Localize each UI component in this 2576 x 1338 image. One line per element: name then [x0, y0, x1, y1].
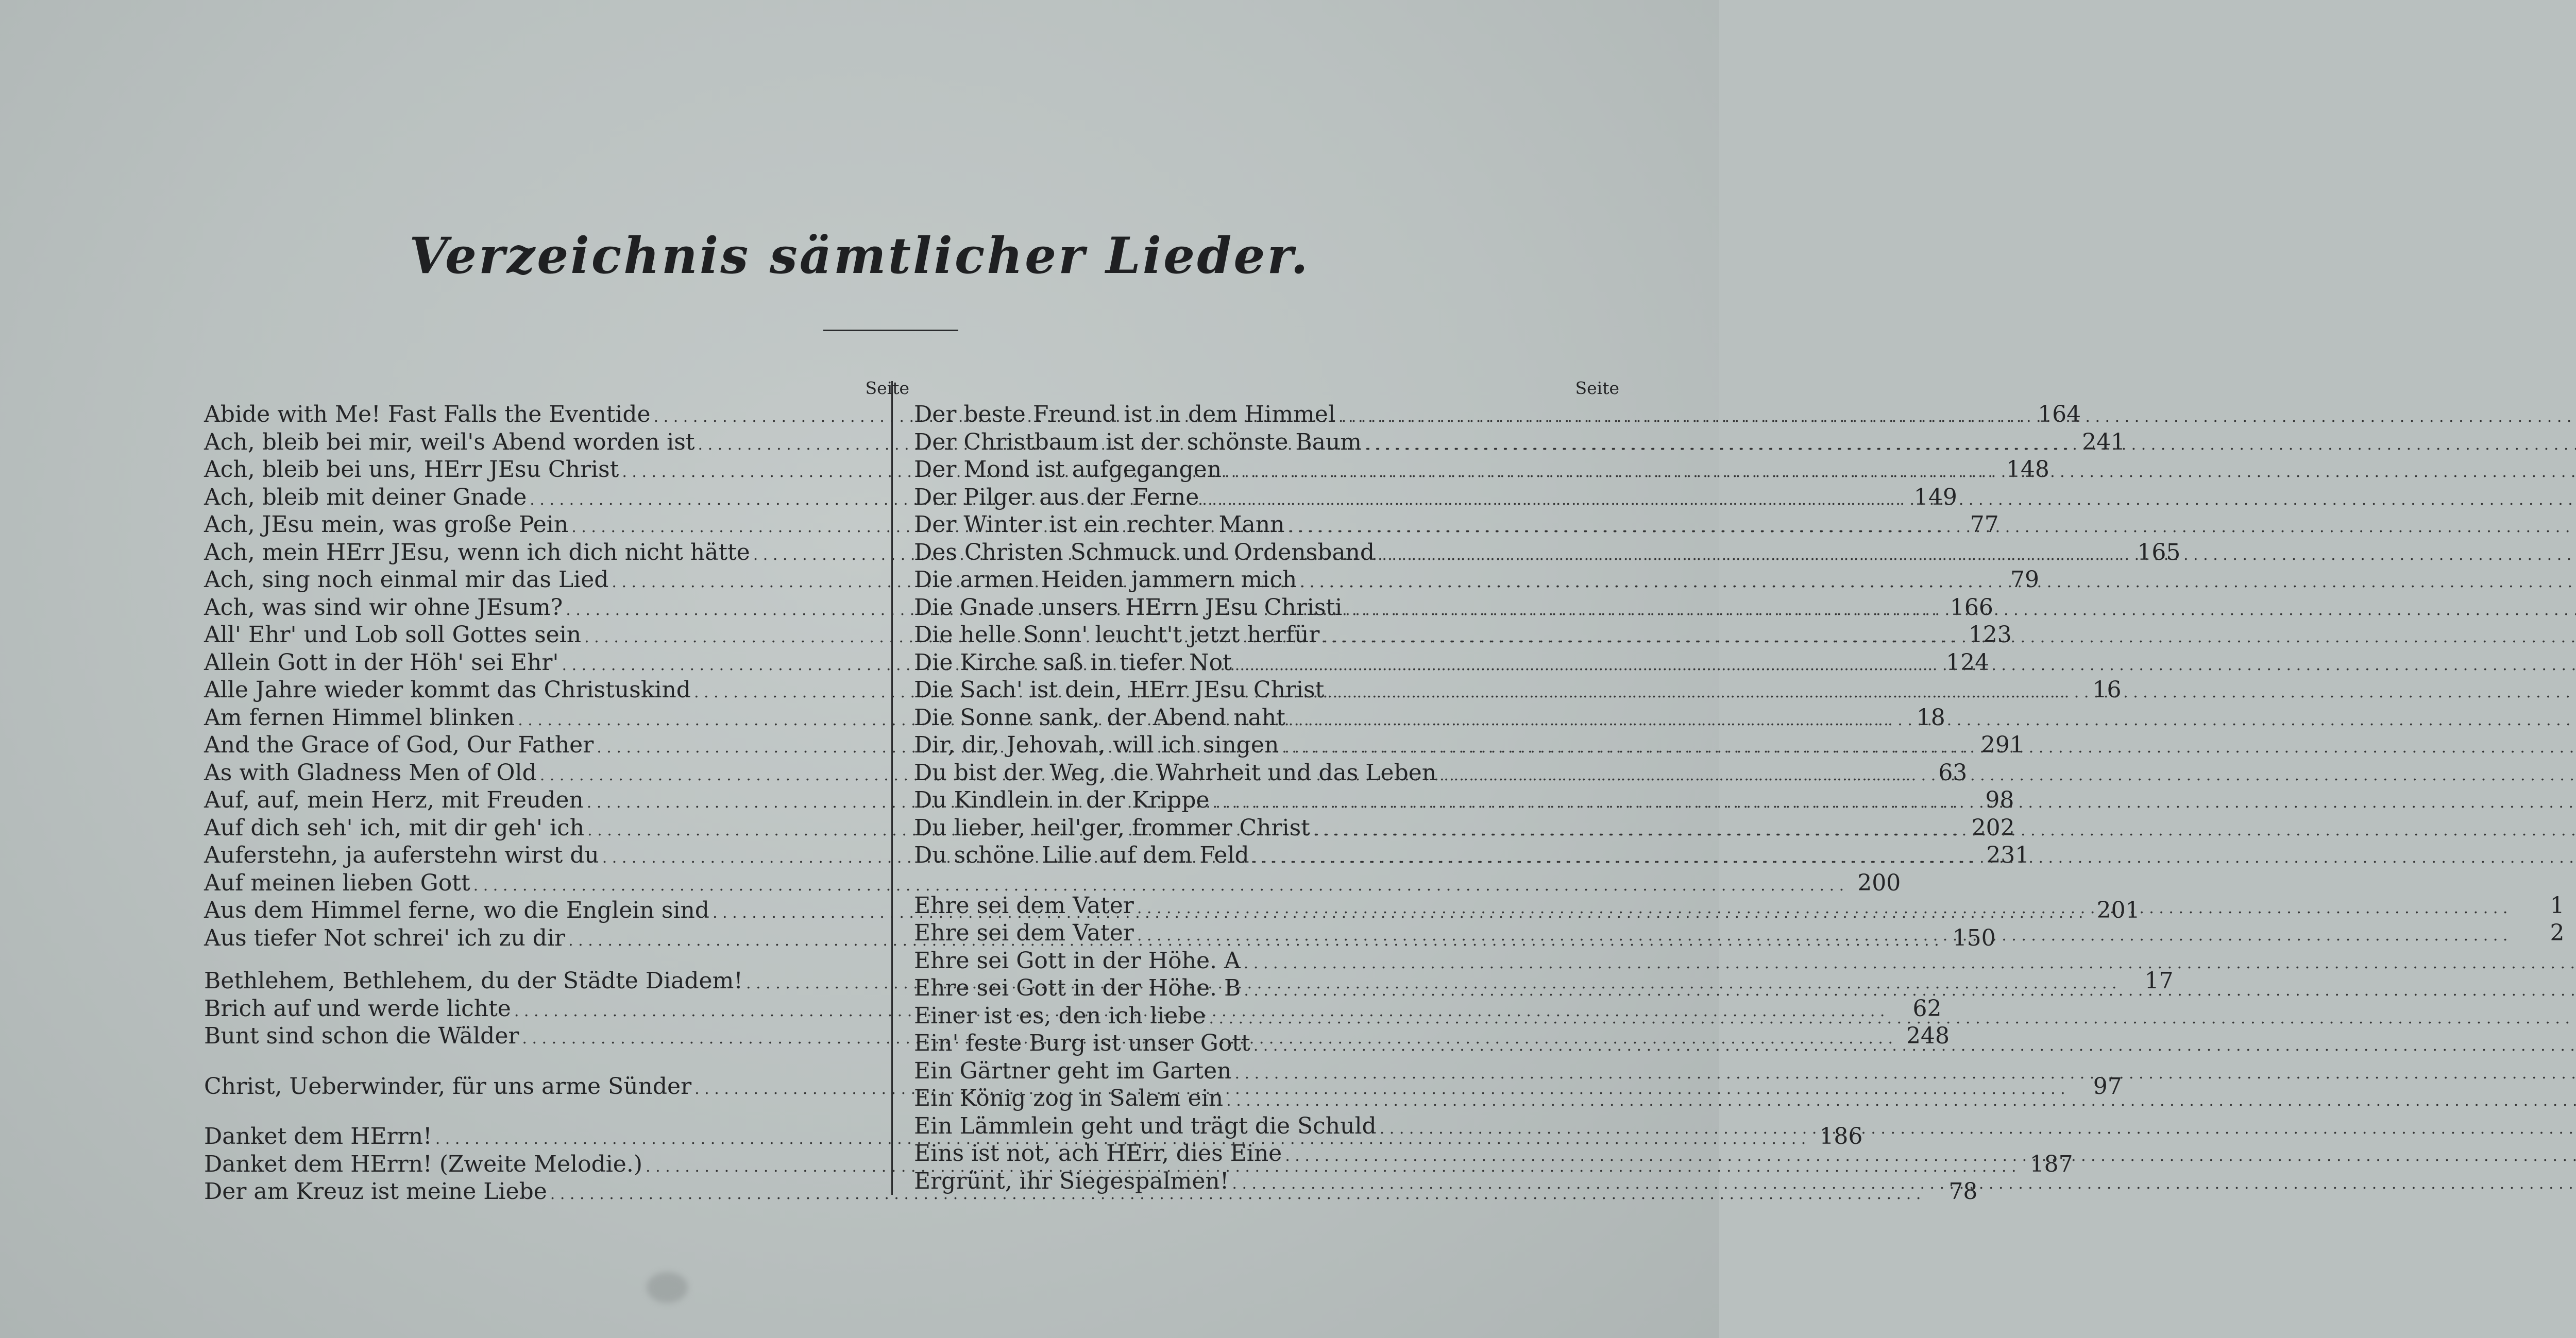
dot-leader — [1345, 594, 2576, 622]
song-title: Des Christen Schmuck und Ordensband — [914, 539, 1375, 565]
dot-leader — [1232, 1168, 2576, 1195]
index-entry — [914, 484, 1622, 511]
page-number: 77 — [1970, 511, 1999, 538]
song-title: Einer ist es, den ich liebe — [914, 1002, 1206, 1029]
song-title: Bethlehem, Bethlehem, du der Städte Diadem! — [204, 968, 743, 994]
dot-leader — [1252, 842, 2576, 869]
song-title: Der Winter ist ein rechter Mann — [914, 511, 1285, 538]
song-title: Die armen Heiden jammern mich — [914, 567, 1297, 593]
song-title: Ein König zog in Salem ein — [914, 1085, 1224, 1111]
page-number: 248 — [1906, 1023, 1950, 1049]
song-title: Allein Gott in der Höh' sei Ehr' — [204, 649, 559, 676]
page-number: 124 — [1946, 649, 1990, 676]
index-entry — [914, 1057, 1622, 1085]
dot-leader — [1378, 539, 2576, 567]
index-entry — [914, 974, 1622, 1002]
song-title: Ein Gärtner geht im Garten — [914, 1057, 1232, 1084]
song-title: Auf meinen lieben Gott — [204, 869, 470, 896]
page-number: 231 — [1986, 842, 2030, 868]
song-title: Ehre sei dem Vater — [914, 892, 1134, 919]
dot-leader — [1282, 731, 2576, 759]
index-entry — [914, 704, 1622, 732]
index-entry — [914, 1030, 1622, 1057]
page-number: 78 — [1948, 1178, 1978, 1205]
song-title: Ach, sing noch einmal mir das Lied — [204, 567, 609, 593]
index-entry — [914, 1112, 1622, 1140]
song-title: Die Gnade unsers HErrn JEsu Christi — [914, 594, 1343, 621]
song-title: Ach, bleib bei uns, HErr JEsu Christ — [204, 456, 619, 483]
index-entry — [914, 456, 1622, 484]
dot-leader — [1234, 1057, 2576, 1085]
index-entry — [914, 566, 1622, 594]
index-entry — [914, 1140, 1622, 1168]
index-entry — [914, 428, 1622, 456]
song-title: And the Grace of God, Our Father — [204, 732, 594, 758]
index-entry — [914, 731, 1622, 759]
index-entry — [204, 869, 1901, 897]
index-entry — [914, 621, 1622, 649]
page-number: 200 — [1857, 869, 1901, 896]
song-title: Ach, JEsu mein, was große Pein — [204, 511, 569, 538]
index-entry — [914, 786, 1622, 814]
dot-leader — [1380, 1112, 2576, 1140]
dot-leader — [1226, 1085, 2576, 1112]
index-entry — [914, 1168, 1622, 1195]
song-title: Der Christbaum ist der schönste Baum — [914, 428, 1362, 455]
group-gap — [204, 1050, 912, 1073]
dot-leader — [1213, 786, 2576, 814]
dot-leader — [1244, 974, 2576, 1002]
page-number: 201 — [2096, 897, 2140, 923]
page-number: 202 — [1971, 814, 2015, 841]
page-number: 79 — [2010, 567, 2039, 593]
index-entry — [914, 814, 1622, 842]
song-title: Auf, auf, mein Herz, mit Freuden — [204, 787, 584, 813]
song-title: Du bist der Weg, die Wahrheit und das Leben — [914, 759, 1437, 786]
song-title: Aus tiefer Not schrei' ich zu dir — [204, 924, 566, 951]
song-title: Du Kindlein in der Krippe — [914, 787, 1210, 813]
dot-leader — [1235, 649, 2576, 677]
dot-leader — [1327, 676, 2576, 704]
page-number: 17 — [2144, 968, 2174, 994]
song-title: Ehre sei Gott in der Höhe. B — [914, 975, 1241, 1001]
dot-leader — [1137, 919, 2508, 947]
index-entry — [914, 842, 1622, 869]
dot-leader — [1244, 947, 2576, 975]
song-title: Bunt sind schon die Wälder — [204, 1023, 519, 1049]
dot-leader — [1365, 428, 2576, 456]
song-title: As with Gladness Men of Old — [204, 759, 537, 786]
page-number: 165 — [2137, 539, 2181, 565]
page-number: 241 — [2082, 428, 2126, 455]
page-number: 150 — [1952, 924, 1996, 951]
dot-leader — [1202, 484, 2573, 511]
song-title: Dir, dir, Jehovah, will ich singen — [914, 732, 1279, 758]
seite-header-right: Seite — [1575, 378, 1619, 398]
song-title: Die Kirche saß in tiefer Not — [914, 649, 1232, 676]
song-title: Ach, bleib mit deiner Gnade — [204, 484, 527, 510]
dot-leader — [1209, 1002, 2576, 1030]
song-title: Ach, mein HErr JEsu, wenn ich dich nicht hätte — [204, 539, 750, 565]
page-number: 123 — [1968, 622, 2012, 648]
page-number: 291 — [1980, 732, 2024, 758]
page-number: 2 — [2550, 920, 2565, 946]
dot-leader — [1253, 1030, 2576, 1057]
group-gap — [204, 952, 912, 967]
song-title: Danket dem HErrn! — [204, 1123, 432, 1150]
dot-leader — [1338, 401, 2576, 428]
page-number: 164 — [2038, 401, 2081, 427]
song-title: Alle Jahre wieder kommt das Christuskind — [204, 677, 691, 703]
dot-leader — [1439, 759, 2576, 787]
index-entry — [914, 1085, 1622, 1112]
page-number: 62 — [1912, 995, 1942, 1022]
page-number: 148 — [2006, 456, 2049, 483]
page-number — [2573, 484, 2576, 511]
page-number: 98 — [1985, 787, 2014, 813]
index-entry — [914, 759, 1622, 787]
song-title: Christ, Ueberwinder, für uns arme Sünder — [204, 1073, 692, 1100]
index-entry — [914, 676, 1622, 704]
dot-leader — [1225, 456, 2576, 484]
page-number: 166 — [1950, 594, 1993, 621]
dot-leader — [1289, 704, 2576, 732]
page-number: 187 — [2029, 1151, 2073, 1177]
song-title: Ach, bleib bei mir, weil's Abend worden ist — [204, 428, 695, 455]
song-title: Abide with Me! Fast Falls the Eventide — [204, 401, 651, 427]
index-entry — [914, 1002, 1622, 1030]
page-number: 1 — [2550, 892, 2565, 919]
song-title: Auf dich seh' ich, mit dir geh' ich — [204, 814, 585, 841]
page-number: 16 — [2092, 677, 2122, 703]
dot-leader — [1323, 621, 2576, 649]
dot-leader — [1137, 892, 2508, 920]
column-divider — [891, 381, 893, 1195]
song-title: Die Sonne sank, der Abend naht — [914, 704, 1285, 731]
page-number: 186 — [1819, 1123, 1863, 1150]
song-title: Danket dem HErrn! (Zweite Melodie.) — [204, 1151, 642, 1177]
song-title: Brich auf und werde lichte — [204, 995, 511, 1022]
song-title: Ergrünt, ihr Siegespalmen! — [914, 1168, 1229, 1194]
page-title: Verzeichnis sämtlicher Lieder. — [409, 227, 1310, 285]
dot-leader — [1313, 814, 2576, 842]
page-number: 18 — [1916, 704, 1945, 731]
song-title: Der Mond ist aufgegangen — [914, 456, 1222, 483]
dot-leader — [1287, 511, 2576, 539]
song-title: Die helle Sonn' leucht't jetzt herfür — [914, 622, 1320, 648]
title-rule — [823, 330, 958, 331]
paper-stain — [647, 1272, 688, 1303]
dot-leader — [1285, 1140, 2576, 1168]
song-title: Die Sach' ist dein, HErr JEsu Christ — [914, 677, 1325, 703]
song-title: Am fernen Himmel blinken — [204, 704, 515, 731]
index-entry — [914, 594, 1622, 622]
song-title: Eins ist not, ach HErr, dies Eine — [914, 1140, 1282, 1167]
song-title: Auferstehn, ja auferstehn wirst du — [204, 842, 599, 868]
song-title: Der Pilger aus der Ferne — [914, 484, 1199, 510]
group-gap — [204, 1100, 912, 1123]
song-title: Du lieber, heil'ger, frommer Christ — [914, 814, 1310, 841]
song-title: Ach, was sind wir ohne JEsum? — [204, 594, 563, 621]
page-number: 63 — [1938, 759, 1968, 786]
song-title: Aus dem Himmel ferne, wo die Englein sind — [204, 897, 709, 923]
index-entry — [914, 947, 1622, 975]
index-entry — [914, 649, 1622, 677]
song-title: Der beste Freund ist in dem Himmel — [914, 401, 1335, 427]
seite-header-left: Seite — [865, 378, 909, 398]
page-number: 149 — [1913, 484, 1957, 510]
group-gap — [914, 869, 1622, 892]
song-title: Ein' feste Burg ist unser Gott — [914, 1030, 1250, 1056]
page-number: 97 — [2093, 1073, 2122, 1100]
dot-leader — [1300, 566, 2576, 594]
song-title: Ein Lämmlein geht und trägt die Schuld — [914, 1112, 1377, 1139]
song-title: Ehre sei dem Vater — [914, 920, 1134, 946]
index-entry — [914, 511, 1622, 539]
song-title: Ehre sei Gott in der Höhe. A — [914, 947, 1241, 974]
song-title: All' Ehr' und Lob soll Gottes sein — [204, 622, 582, 648]
index-entry — [914, 539, 1622, 567]
index-entry — [914, 401, 1622, 428]
song-title: Der am Kreuz ist meine Liebe — [204, 1178, 547, 1205]
song-title: Du schöne Lilie auf dem Feld — [914, 842, 1249, 868]
